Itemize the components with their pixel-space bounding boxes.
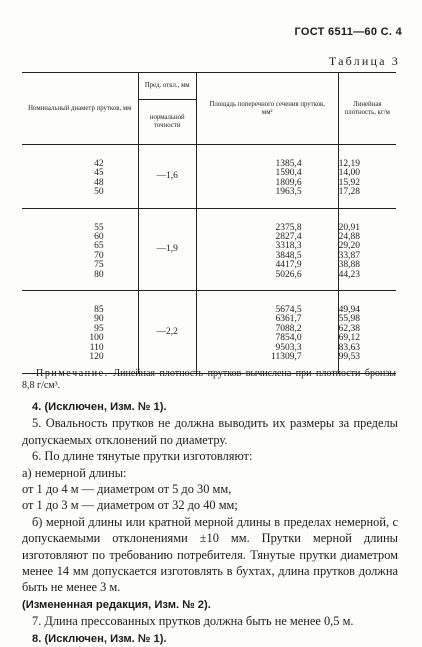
density-value: 69,12: [338, 333, 360, 344]
area-cell: [196, 291, 338, 373]
table-group-1: [22, 145, 396, 209]
area-value: 5026,6: [275, 269, 302, 280]
excluded-clause: 8. (Исключен, Изм. № 1).: [32, 632, 167, 645]
density-value: 99,53: [338, 352, 360, 363]
tolerance-value: —1,6: [138, 145, 196, 209]
area-value: 9503,3: [275, 342, 302, 353]
diameter-cell: [22, 291, 138, 373]
area-value: 4417,9: [275, 260, 302, 271]
excluded-clause: 4. (Исключен, Изм. № 1).: [32, 401, 167, 413]
header-area: Площадь поперечного сечения прутков, мм²: [196, 73, 338, 145]
paragraph-6a-2: от 1 до 3 м — диаметром от 32 до 40 мм;: [22, 498, 238, 513]
diameter-value: 60: [94, 232, 104, 243]
paragraph-edit-note: [22, 596, 398, 613]
paragraph-6a: а) немерной длины:: [22, 465, 127, 480]
paragraph-8: [22, 630, 398, 647]
diameter-value: 65: [94, 241, 104, 252]
table-header-row: [22, 73, 396, 100]
body-text: [22, 398, 398, 647]
diameter-value: 42: [94, 159, 104, 169]
area-value: 6361,7: [275, 314, 302, 325]
diameter-value: 90: [94, 314, 104, 325]
diameter-value: 120: [89, 352, 104, 363]
tolerance-value: —2,2: [138, 291, 196, 373]
area-value: 3848,5: [275, 250, 302, 261]
area-value: 11309,7: [271, 352, 302, 363]
header-density: Линейная плотность, кг/м: [338, 73, 396, 145]
diameter-value: 95: [94, 323, 104, 334]
density-value: 44,23: [338, 269, 360, 280]
density-value: 83,63: [338, 342, 360, 353]
area-value: 1385,4: [275, 159, 302, 169]
paragraph-4: [22, 398, 398, 415]
note-label: Примечание.: [36, 368, 109, 379]
diameter-value: 70: [94, 250, 104, 261]
document-reference: ГОСТ 6511—60 С. 4: [294, 26, 402, 38]
table-group-3: [22, 291, 396, 373]
area-value: 1590,4: [275, 168, 302, 179]
area-value: 3318,3: [275, 241, 302, 252]
paragraph-6a-1: от 1 до 4 м — диаметром от 5 до 30 мм,: [22, 482, 232, 497]
density-value: 49,94: [338, 305, 360, 316]
edit-note: (Измененная редакция, Изм. № 2).: [22, 598, 211, 611]
diameter-value: 50: [94, 187, 104, 198]
diameter-value: 110: [89, 342, 104, 353]
density-value: 55,98: [338, 314, 360, 325]
diameter-value: 45: [94, 168, 104, 179]
density-value: 20,91: [338, 222, 360, 233]
note-text: Линейная плотность прутков вычислена при плотности бронзы 8,8 г/см³.: [22, 368, 396, 391]
density-value: 24,88: [338, 232, 360, 243]
diameter-value: 75: [94, 260, 104, 271]
density-value: 15,92: [338, 177, 360, 188]
paragraph-5: 5. Овальность прутков не должна выводить их размеры за пределы допускаемых отклонений по диаметру.: [22, 416, 398, 447]
diameter-value: 48: [94, 177, 104, 188]
area-value: 7088,2: [275, 323, 302, 334]
paragraph-6b: б) мерной длины или кратной мерной длины в пределах немерной, с допускаемыми отклонениями ±10 мм. Прутки мерной длины изготовляют по требованию потребителя. Тянутые прутки диаметром менее 14 мм допускается изготовлять в бухтах, длина прутков должна быть не менее 3 м.: [22, 514, 398, 595]
area-value: 2375,8: [275, 222, 302, 233]
area-cell: [196, 208, 338, 290]
dimensions-table: [22, 72, 396, 374]
density-cell: [338, 208, 396, 290]
table-note: [22, 368, 396, 391]
diameter-value: 85: [94, 305, 104, 316]
density-cell: [338, 145, 396, 209]
paragraph-6: 6. По длине тянутые прутки изготовляют:: [32, 449, 253, 464]
tolerance-value: —1,9: [138, 208, 196, 290]
diameter-value: 80: [94, 269, 104, 280]
diameter-cell: [22, 145, 138, 209]
area-value: 5674,5: [275, 305, 302, 316]
paragraph-7: 7. Длина прессованных прутков должна быть не менее 0,5 м.: [32, 614, 354, 629]
area-cell: [196, 145, 338, 209]
diameter-value: 100: [89, 333, 104, 344]
header-tolerance-normal: нормальной точности: [138, 100, 196, 145]
density-cell: [338, 291, 396, 373]
density-value: 17,28: [338, 187, 360, 198]
density-value: 29,20: [338, 241, 360, 252]
area-value: 2827,4: [275, 232, 302, 243]
table-group-2: [22, 208, 396, 290]
density-value: 33,87: [338, 250, 360, 261]
diameter-cell: [22, 208, 138, 290]
diameter-value: 55: [94, 222, 104, 233]
area-value: 7854,0: [275, 333, 302, 344]
density-value: 38,88: [338, 260, 360, 271]
density-value: 14,00: [338, 168, 360, 179]
density-value: 12,19: [338, 159, 360, 169]
area-value: 1809,6: [275, 177, 302, 188]
density-value: 62,38: [338, 323, 360, 334]
area-value: 1963,5: [275, 187, 302, 198]
header-tolerance: Пред. откл., мм: [138, 73, 196, 100]
table-caption: Таблица 3: [328, 54, 400, 68]
header-diameter: Номинальный диаметр прутков, мм: [22, 73, 138, 145]
